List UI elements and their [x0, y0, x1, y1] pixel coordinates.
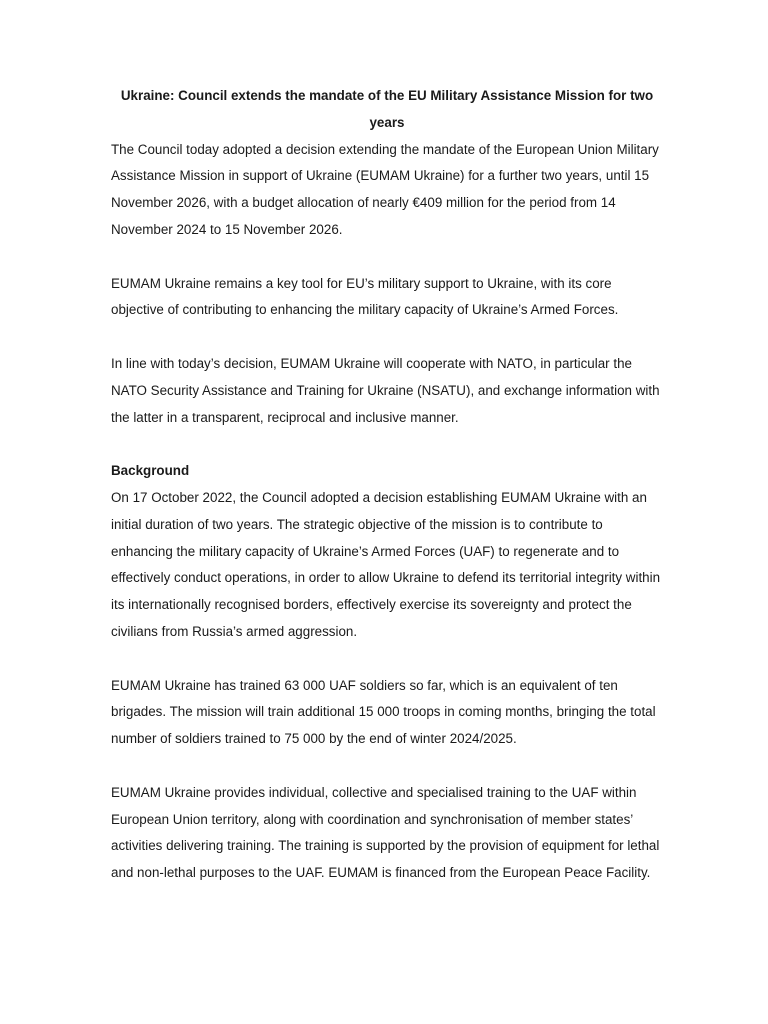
document-title: Ukraine: Council extends the mandate of the EU Military Assistance Mission for two years: [120, 88, 654, 130]
paragraph-training-numbers: EUMAM Ukraine has trained 63 000 UAF soldiers so far, which is an equivalent of ten brigades. The mission will train additional 15 000 troops in coming months, bringing the total number of soldiers trained to 75 000 by the end of winter 2024/2025.: [111, 677, 656, 747]
paragraph-mandate-extension: The Council today adopted a decision extending the mandate of the European Union Military Assistance Mission in support of Ukraine (EUMAM Ukraine) for a further two years, until 15 November 2026, with a budget allocation of nearly €409 million for the period from 14 November 2024 to 15 November 2026.: [111, 141, 659, 237]
paragraph-key-tool: EUMAM Ukraine remains a key tool for EU’s military support to Ukraine, with its core objective of contributing to enhancing the military capacity of Ukraine’s Armed Forces.: [111, 275, 619, 318]
paragraph-training-provision: EUMAM Ukraine provides individual, collective and specialised training to the UAF within European Union territory, along with coordination and synchronisation of member states’ activities delivering training. The training is supported by the provision of equipment for lethal and non-lethal purposes to the UAF. EUMAM is financed from the European Peace Facility.: [111, 784, 660, 881]
background-heading: Background: [111, 463, 190, 479]
paragraph-background-establishment: On 17 October 2022, the Council adopted a decision establishing EUMAM Ukraine with an initial duration of two years. The strategic objective of the mission is to contribute to enhancing the military capacity of Ukraine’s Armed Forces (UAF) to regenerate and to effectively conduct operations, in order to allow Ukraine to defend its territorial integrity within its internationally recognised borders, effectively exercise its sovereignty and protect the civilians from Russia’s armed aggression.: [111, 489, 661, 639]
document-page: [111, 83, 663, 914]
paragraph-nato-cooperation: In line with today’s decision, EUMAM Ukraine will cooperate with NATO, in particular the NATO Security Assistance and Training for Ukraine (NSATU), and exchange information with the latter in a transparent, reciprocal and inclusive manner.: [111, 355, 660, 425]
paragraph-spacer: [111, 244, 663, 271]
